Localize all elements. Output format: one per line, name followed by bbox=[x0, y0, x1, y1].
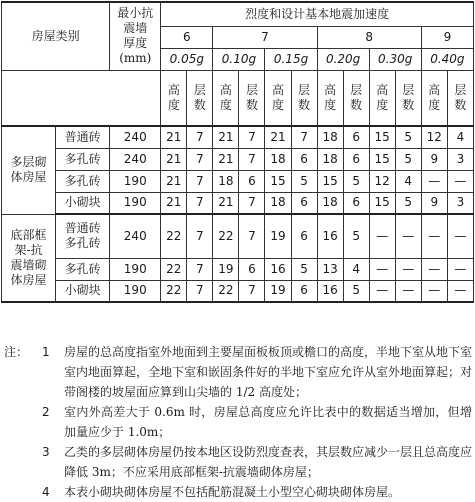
note-text: 乙类的多层砌体房屋仍按本地区设防烈度查表，其层数应减少一层且总高度应降低 3m；不应采用底部框架-抗震墙砌体房屋； bbox=[64, 445, 473, 479]
cell: — bbox=[447, 258, 473, 280]
cell: — bbox=[447, 280, 473, 302]
cell: 3 bbox=[447, 192, 473, 214]
cell: 4 bbox=[447, 126, 473, 148]
cell: 3 bbox=[447, 148, 473, 170]
cell: 21 bbox=[161, 192, 187, 214]
cell: 7 bbox=[239, 214, 265, 258]
header-height: 高 度 bbox=[265, 70, 291, 126]
row-thickness: 240 bbox=[110, 126, 161, 148]
cell: — bbox=[395, 280, 421, 302]
cell: 7 bbox=[187, 148, 213, 170]
cell: 6 bbox=[343, 126, 369, 148]
header-floors: 层 数 bbox=[187, 70, 213, 126]
cell: 19 bbox=[265, 214, 291, 258]
header-floors: 层 数 bbox=[239, 70, 265, 126]
header-spacer bbox=[2, 70, 161, 126]
cell: 6 bbox=[291, 192, 317, 214]
row-type: 小砌块 bbox=[56, 280, 110, 302]
cell: 21 bbox=[265, 126, 291, 148]
cell: — bbox=[395, 214, 421, 258]
degree-9: 9 bbox=[421, 26, 473, 48]
row-thickness: 190 bbox=[110, 258, 161, 280]
cell: 5 bbox=[395, 126, 421, 148]
cell: 4 bbox=[343, 258, 369, 280]
cell: 5 bbox=[343, 170, 369, 192]
header-height: 高 度 bbox=[421, 70, 447, 126]
accel-0.05g: 0.05g bbox=[161, 48, 213, 70]
header-thickness: 最小抗 震墙 厚度 (mm) bbox=[110, 2, 161, 70]
note-text: 房屋的总高度指室外地面到主要屋面板板顶或檐口的高度，半地下室从地下室室内地面算起，全地下室和嵌固条件好的半地下室应允许从室外地面算起；对带阁楼的坡屋面应算到山尖墙的 1/2 高度处； bbox=[64, 345, 473, 399]
cell: 21 bbox=[161, 148, 187, 170]
cell: 16 bbox=[317, 214, 343, 258]
group-multilayer: 多层砌 体房屋 bbox=[2, 126, 56, 214]
row-thickness: 240 bbox=[110, 214, 161, 258]
cell: 7 bbox=[187, 170, 213, 192]
cell: — bbox=[369, 258, 395, 280]
row-thickness: 190 bbox=[110, 192, 161, 214]
cell: — bbox=[447, 170, 473, 192]
note-indent bbox=[4, 482, 42, 502]
cell: 22 bbox=[213, 214, 239, 258]
cell: 21 bbox=[213, 148, 239, 170]
cell: — bbox=[421, 214, 447, 258]
cell: 22 bbox=[213, 280, 239, 302]
note-number: 1 bbox=[42, 345, 50, 359]
cell: 7 bbox=[187, 192, 213, 214]
cell: — bbox=[421, 258, 447, 280]
header-intensity: 烈度和设计基本地震加速度 bbox=[161, 2, 474, 26]
cell: 7 bbox=[187, 280, 213, 302]
cell: 18 bbox=[317, 126, 343, 148]
cell: 5 bbox=[291, 258, 317, 280]
note-item bbox=[4, 402, 472, 442]
row-thickness: 240 bbox=[110, 148, 161, 170]
header-floors: 层 数 bbox=[395, 70, 421, 126]
cell: 22 bbox=[161, 280, 187, 302]
row-thickness: 190 bbox=[110, 280, 161, 302]
cell: 21 bbox=[213, 126, 239, 148]
cell: 5 bbox=[291, 170, 317, 192]
cell: 7 bbox=[187, 126, 213, 148]
cell: 13 bbox=[317, 258, 343, 280]
cell: 6 bbox=[291, 148, 317, 170]
cell: 7 bbox=[239, 192, 265, 214]
note-number: 3 bbox=[42, 445, 50, 459]
cell: — bbox=[395, 258, 421, 280]
cell: 4 bbox=[395, 170, 421, 192]
note-item bbox=[4, 342, 472, 402]
header-height: 高 度 bbox=[213, 70, 239, 126]
note-text: 室内外高差大于 0.6m 时，房屋总高度应允许比表中的数据适当增加，但增加量应少于 1.0m； bbox=[64, 405, 472, 439]
row-type: 多孔砖 bbox=[56, 258, 110, 280]
accel-0.40g: 0.40g bbox=[421, 48, 473, 70]
cell: 6 bbox=[239, 258, 265, 280]
header-floors: 层 数 bbox=[291, 70, 317, 126]
header-height: 高 度 bbox=[369, 70, 395, 126]
cell: 6 bbox=[343, 192, 369, 214]
note-indent bbox=[4, 442, 42, 482]
notes-label: 注： bbox=[4, 345, 29, 359]
cell: 15 bbox=[317, 170, 343, 192]
cell: 22 bbox=[161, 258, 187, 280]
cell: 15 bbox=[369, 126, 395, 148]
cell: 6 bbox=[239, 170, 265, 192]
accel-0.20g: 0.20g bbox=[317, 48, 369, 70]
cell: 7 bbox=[187, 258, 213, 280]
header-floors: 层 数 bbox=[447, 70, 473, 126]
cell: 7 bbox=[187, 214, 213, 258]
cell: 15 bbox=[265, 170, 291, 192]
cell: 18 bbox=[213, 170, 239, 192]
cell: 16 bbox=[317, 280, 343, 302]
note-indent bbox=[4, 402, 42, 442]
cell: 7 bbox=[291, 126, 317, 148]
cell: 5 bbox=[395, 192, 421, 214]
group-frame: 底部框 架-抗 震墙砌 体房屋 bbox=[2, 214, 56, 302]
cell: 5 bbox=[395, 148, 421, 170]
table-notes bbox=[4, 342, 472, 502]
row-type: 普通砖 bbox=[56, 126, 110, 148]
cell: 9 bbox=[421, 192, 447, 214]
cell: 7 bbox=[239, 148, 265, 170]
degree-8: 8 bbox=[317, 26, 421, 48]
cell: — bbox=[421, 280, 447, 302]
seismic-limits-table bbox=[1, 1, 474, 303]
cell: 19 bbox=[265, 280, 291, 302]
row-type: 多孔砖 bbox=[56, 170, 110, 192]
cell: 12 bbox=[421, 126, 447, 148]
row-type: 小砌块 bbox=[56, 192, 110, 214]
row-thickness: 190 bbox=[110, 170, 161, 192]
cell: 19 bbox=[213, 258, 239, 280]
note-item bbox=[4, 442, 472, 482]
note-text: 本表小砌块砌体房屋不包括配筋混凝土小型空心砌块砌体房屋。 bbox=[64, 485, 401, 499]
cell: 21 bbox=[213, 192, 239, 214]
cell: 18 bbox=[265, 192, 291, 214]
cell: — bbox=[369, 214, 395, 258]
cell: 18 bbox=[317, 192, 343, 214]
cell: 6 bbox=[343, 148, 369, 170]
cell: 5 bbox=[343, 280, 369, 302]
cell: — bbox=[447, 214, 473, 258]
header-category: 房屋类别 bbox=[2, 2, 110, 70]
cell: 9 bbox=[421, 148, 447, 170]
degree-6: 6 bbox=[161, 26, 213, 48]
note-item bbox=[4, 482, 472, 502]
accel-0.10g: 0.10g bbox=[213, 48, 265, 70]
accel-0.15g: 0.15g bbox=[265, 48, 317, 70]
row-type: 多孔砖 bbox=[56, 148, 110, 170]
cell: 15 bbox=[369, 192, 395, 214]
cell: 5 bbox=[343, 214, 369, 258]
cell: 21 bbox=[161, 126, 187, 148]
cell: 16 bbox=[265, 258, 291, 280]
cell: 7 bbox=[239, 126, 265, 148]
note-number: 4 bbox=[42, 485, 50, 499]
cell: 18 bbox=[265, 148, 291, 170]
accel-0.30g: 0.30g bbox=[369, 48, 421, 70]
note-number: 2 bbox=[42, 405, 50, 419]
cell: 6 bbox=[291, 280, 317, 302]
cell: — bbox=[369, 280, 395, 302]
degree-7: 7 bbox=[213, 26, 317, 48]
seismic-limits-table-wrap bbox=[1, 1, 474, 340]
header-floors: 层 数 bbox=[343, 70, 369, 126]
cell: 15 bbox=[369, 148, 395, 170]
cell: — bbox=[421, 170, 447, 192]
cell: 21 bbox=[161, 170, 187, 192]
header-height: 高 度 bbox=[317, 70, 343, 126]
cell: 12 bbox=[369, 170, 395, 192]
cell: 7 bbox=[239, 280, 265, 302]
cell: 6 bbox=[291, 214, 317, 258]
cell: 22 bbox=[161, 214, 187, 258]
header-height: 高 度 bbox=[161, 70, 187, 126]
cell: 18 bbox=[317, 148, 343, 170]
row-type: 普通砖 多孔砖 bbox=[56, 214, 110, 258]
